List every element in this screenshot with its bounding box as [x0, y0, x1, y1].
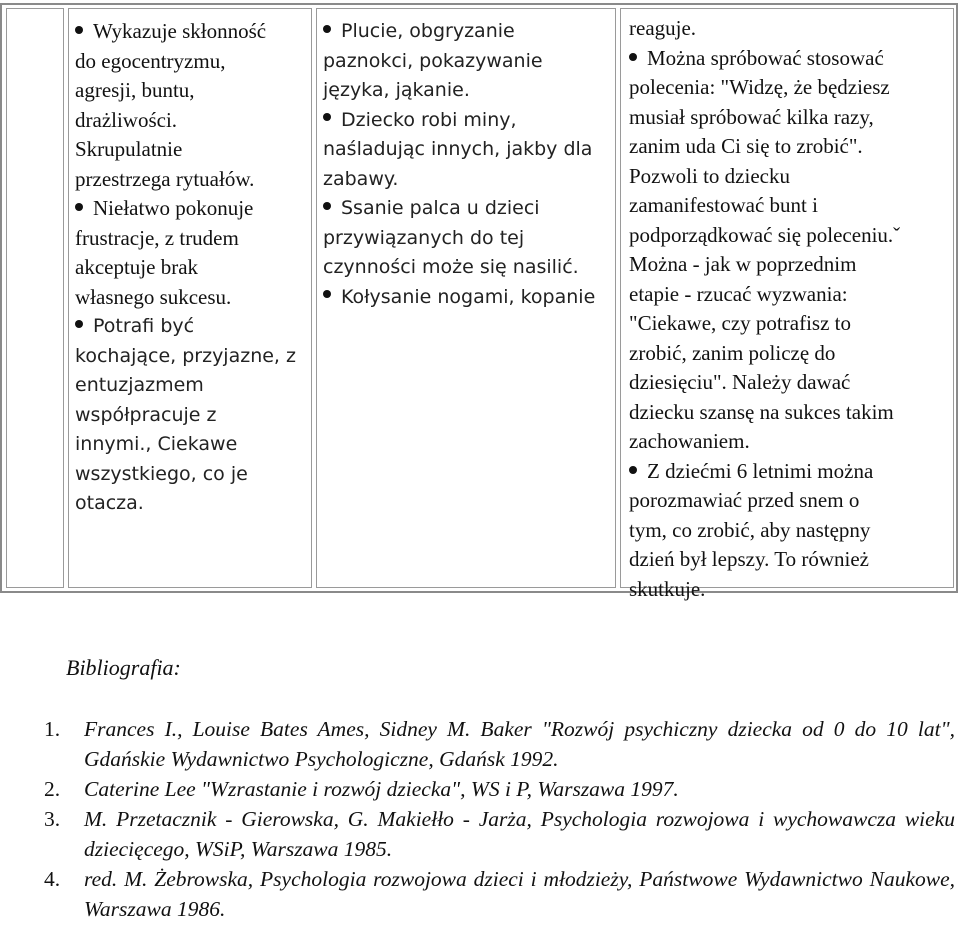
text-line: kochające, przyjazne, z — [75, 344, 296, 367]
entry-text: Frances I., Louise Bates Ames, Sidney M. Baker "Rozwój psychiczny dziecka od 0 do 10 lat", Gdańskie Wydawnictwo Psychologiczne, Gdańsk 1992. — [84, 717, 955, 771]
text-line: Ssanie palca u dzieci — [341, 197, 540, 219]
text-line: zachowaniem. — [629, 429, 750, 453]
text-line: porozmawiać przed snem o — [629, 488, 860, 512]
table-cell-empty — [6, 8, 64, 588]
text-line: Plucie, obgryzanie — [341, 20, 515, 42]
text-line: Pozwoli to dziecku — [629, 163, 790, 188]
text-line: języka, jąkanie. — [323, 79, 470, 101]
text-line: entuzjazmem — [75, 374, 204, 396]
text-line: tym, co zrobić, aby następny — [629, 517, 871, 542]
entry-text: red. M. Żebrowska, Psychologia rozwojowa dzieci i młodzieży, Państwowe Wydawnictwo Naukowe, Warszawa 1986. — [84, 867, 955, 921]
entry-number: 1. — [44, 717, 61, 741]
list-item — [75, 312, 313, 519]
list-item — [629, 457, 959, 605]
text-line: akceptuje brak — [75, 255, 199, 279]
text-line: etapie - rzucać wyzwania: — [629, 281, 848, 306]
bibliography-entry — [0, 804, 955, 864]
text-line: współpracuje z — [75, 403, 217, 426]
text-line: Można - jak w poprzednim — [629, 252, 857, 276]
text-line: Z dziećmi 6 letnimi można — [647, 458, 874, 483]
list-item — [323, 194, 623, 283]
text-line: wszystkiego, co je — [75, 462, 248, 485]
bullet-icon — [323, 25, 331, 33]
text-line: zamanifestować bunt i — [629, 193, 818, 217]
list-item — [323, 283, 623, 313]
text-line: Skrupulatnie — [75, 137, 183, 161]
text-line: przywiązanych do tej — [323, 226, 525, 249]
col2-text — [323, 17, 623, 312]
bullet-icon — [75, 320, 83, 328]
text-line: agresji, buntu, — [75, 78, 195, 102]
text-line: własnego sukcesu. — [75, 284, 232, 309]
entry-text: Caterine Lee "Wzrastanie i rozwój dziecka", WS i P, Warszawa 1997. — [84, 777, 679, 801]
text-line: Można spróbować stosować — [647, 45, 884, 70]
text-line: innymi., Ciekawe — [75, 433, 238, 455]
text-line: podporządkować się poleceniu.ˇ — [629, 222, 901, 247]
list-item — [75, 17, 313, 194]
text-line: do egocentryzmu, — [75, 48, 226, 73]
list-item — [323, 106, 623, 195]
col3-text — [629, 14, 959, 604]
text-line: "Ciekawe, czy potrafisz to — [629, 311, 851, 335]
table-cell-col3 — [620, 8, 954, 601]
text-line: otacza. — [75, 492, 144, 514]
entry-number: 3. — [44, 807, 61, 831]
entry-text: M. Przetacznik - Gierowska, G. Makiełło - Jarża, Psychologia rozwojowa i wychowawcza wieku dziecięcego, WSiP, Warszawa 1985. — [84, 807, 955, 861]
text-line: dziecku szansę na sukces takim — [629, 399, 894, 424]
text-line: Dziecko robi miny, — [341, 108, 517, 131]
text-line: przestrzega rytuałów. — [75, 166, 255, 191]
entry-number: 4. — [44, 867, 61, 891]
bibliography-entry — [0, 864, 955, 924]
col1-text — [75, 17, 313, 519]
bibliography-list — [0, 714, 955, 924]
text-line: Niełatwo pokonuje — [93, 196, 254, 220]
bullet-icon — [75, 26, 83, 34]
text-line: paznokci, pokazywanie — [323, 49, 543, 72]
table-cell-col2 — [316, 8, 616, 588]
bibliography-entry — [0, 714, 955, 774]
bullet-icon — [323, 113, 331, 121]
text-line: Wykazuje skłonność — [93, 19, 267, 43]
bullet-icon — [629, 466, 637, 474]
bullet-icon — [323, 290, 331, 298]
entry-number: 2. — [44, 777, 61, 801]
text-line: reaguje. — [629, 16, 697, 40]
text-line: frustracje, z trudem — [75, 225, 239, 250]
bullet-icon — [629, 53, 637, 61]
bullet-icon — [75, 203, 83, 211]
text-line: zanim uda Ci się to zrobić". — [629, 134, 863, 158]
table — [0, 3, 958, 601]
text-line: drażliwości. — [75, 107, 178, 132]
text-line: dziesięciu". Należy dawać — [629, 370, 851, 394]
text-line: dzień był lepszy. To również — [629, 547, 869, 571]
bullet-icon — [323, 202, 331, 210]
text-line: naśladując innych, jakby dla — [323, 138, 593, 160]
bibliography-heading: Bibliografia: — [66, 655, 181, 680]
text-line: skutkuje. — [629, 576, 706, 601]
bibliography-entry — [0, 774, 955, 804]
text-line: musiał spróbować kilka razy, — [629, 104, 874, 129]
text-line: polecenia: "Widzę, że będziesz — [629, 75, 890, 99]
list-item — [323, 17, 623, 106]
text-line: czynności może się nasilić. — [323, 256, 579, 278]
text-line: Potrafi być — [93, 315, 195, 337]
text-line: zabawy. — [323, 167, 399, 190]
text-line: Kołysanie nogami, kopanie — [341, 285, 596, 308]
list-item — [629, 44, 959, 457]
list-item — [75, 194, 313, 312]
text-line: zrobić, zanim policzę do — [629, 340, 836, 365]
table-cell-col1 — [68, 8, 312, 588]
